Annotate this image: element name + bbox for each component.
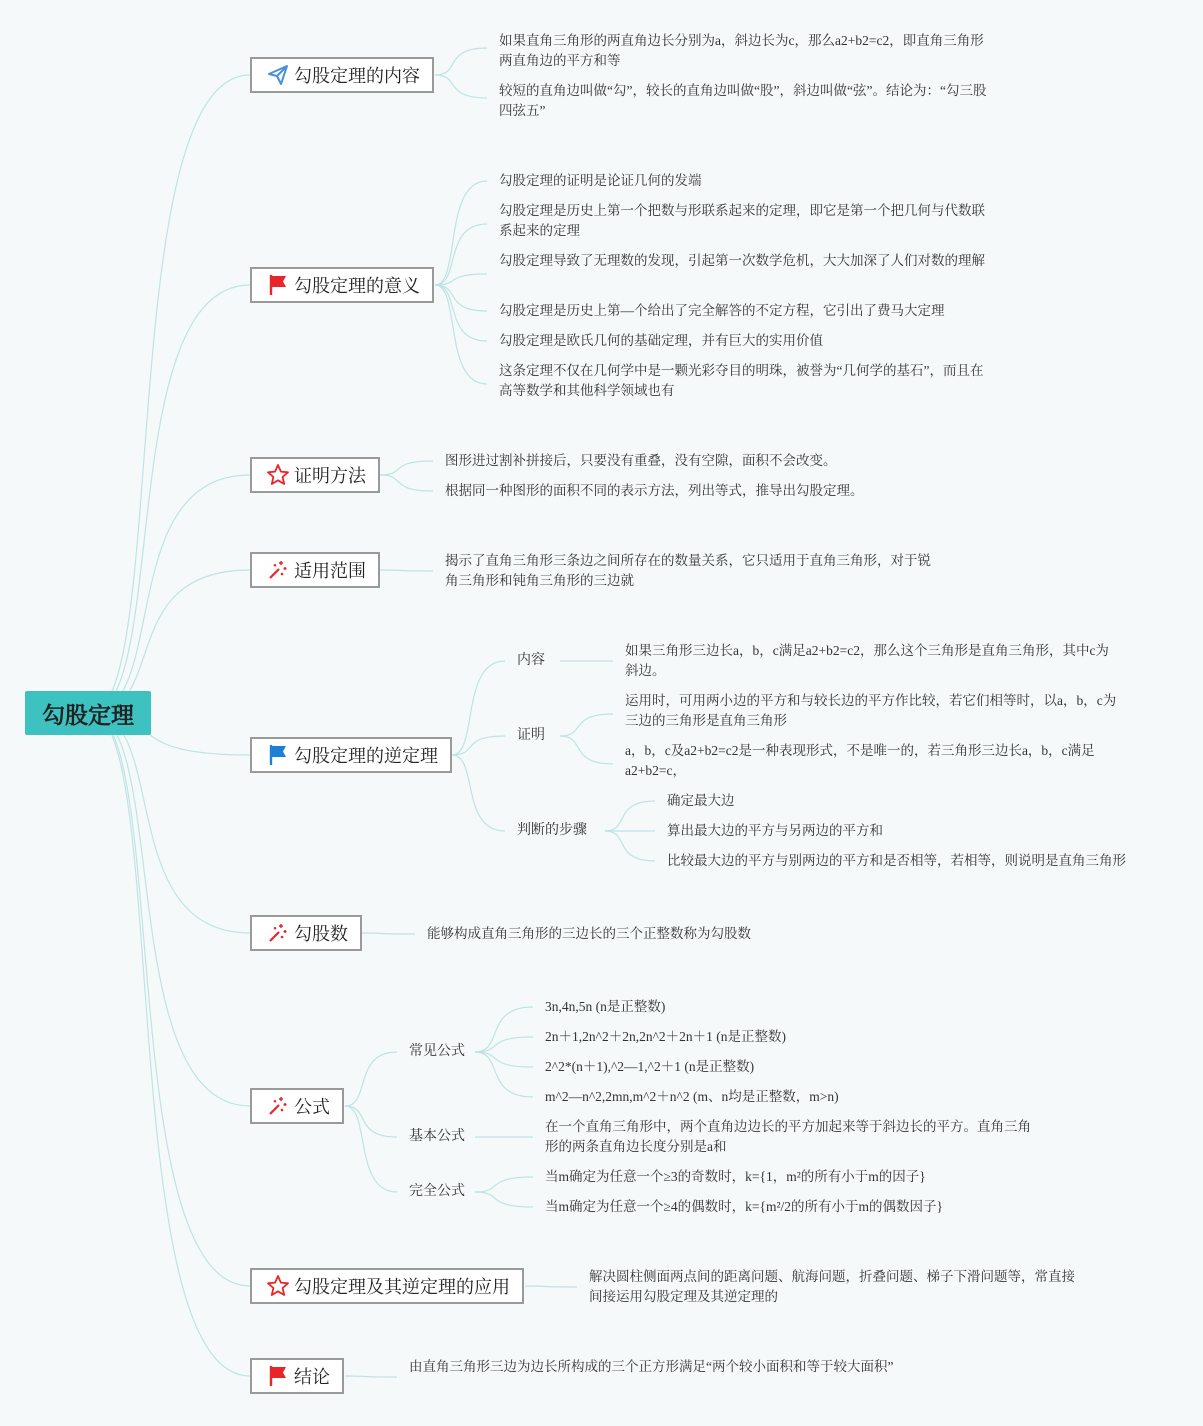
star-icon [266, 1274, 290, 1298]
topic-scope[interactable] [250, 552, 380, 588]
blue-flag-icon [266, 743, 290, 767]
connector [475, 1177, 533, 1192]
topic-significance[interactable] [250, 267, 434, 303]
topic-label: 勾股定理的逆定理 [294, 746, 438, 766]
topic-label: 勾股定理的意义 [294, 276, 420, 296]
leaf-text: 运用时，可用两小边的平方和与较长边的平方作比较，若它们相等时，以a，b，c为三边的三角形是直角三角形 [625, 693, 1117, 728]
connector [435, 75, 487, 98]
leaf-text: m^2—n^2,2mn,m^2＋n^2 (m、n均是正整数，m>n) [545, 1089, 839, 1104]
leaf-text: 这条定理不仅在几何学中是一颗光彩夺目的明珠，被誉为“几何学的基石”，而且在高等数学和其他科学领域也有 [499, 363, 984, 398]
topic-label: 证明方法 [294, 466, 366, 486]
topic-label: 勾股定理及其逆定理的应用 [294, 1277, 510, 1297]
subtopic-complete-formula[interactable]: 完全公式 [409, 1184, 465, 1199]
topic-conclusion[interactable] [250, 1358, 344, 1394]
leaf-text: 勾股定理是历史上第—个给出了完全解答的不定方程，它引出了费马大定理 [499, 303, 945, 318]
topic-content[interactable] [250, 57, 434, 93]
red-flag-icon [266, 273, 290, 297]
leaf-text: 如果直角三角形的两直角边长分别为a，斜边长为c，那么a2+b2=c2，即直角三角形两直角边的平方和等 [499, 33, 984, 68]
leaf-text: 当m确定为任意一个≥4的偶数时，k={m²/2的所有小于m的偶数因子} [545, 1199, 944, 1214]
leaf-text: 较短的直角边叫做“勾”，较长的直角边叫做“股”，斜边叫做“弦”。结论为：“勾三股四弦五” [499, 83, 987, 118]
subtopic-steps[interactable]: 判断的步骤 [517, 823, 587, 838]
connector [452, 736, 505, 755]
leaf-text: 确定最大边 [667, 793, 735, 808]
leaf-text: 2^2*(n＋1),^2—1,^2＋1 (n是正整数) [545, 1059, 755, 1074]
connector [362, 933, 415, 934]
subtopic-proof[interactable]: 证明 [517, 728, 545, 743]
leaf-text: 如果三角形三边长a，b，c满足a2+b2=c2，那么这个三角形是直角三角形，其中c为斜边。 [625, 643, 1109, 678]
subtopic-basic-formula[interactable]: 基本公式 [409, 1129, 465, 1144]
magic-wand-icon [266, 558, 290, 582]
connector [345, 1052, 397, 1106]
topic-proof-methods[interactable] [250, 457, 380, 493]
connector [380, 461, 433, 475]
leaf-text: 勾股定理的证明是论证几何的发端 [499, 173, 702, 188]
connector [435, 181, 487, 285]
topic-pythagorean-triples[interactable] [250, 915, 362, 951]
connector [380, 570, 433, 571]
leaf-text: 勾股定理导致了无理数的发现，引起第一次数学危机，大大加深了人们对数的理解 [499, 253, 985, 268]
red-flag-icon [266, 1364, 290, 1388]
connector [345, 1106, 397, 1137]
connector [435, 285, 487, 341]
topic-label: 勾股定理的内容 [294, 66, 420, 86]
leaf-text: 3n,4n,5n (n是正整数) [545, 999, 666, 1014]
leaf-text: 解决圆柱侧面两点间的距离问题、航海问题，折叠问题、梯子下滑问题等，常直接间接运用勾股定理及其逆定理的 [589, 1269, 1075, 1304]
topic-applications[interactable] [250, 1268, 524, 1304]
magic-wand-icon [266, 1094, 290, 1118]
connector [345, 1376, 397, 1377]
paper-plane-icon [266, 63, 290, 87]
leaf-text: 算出最大边的平方与另两边的平方和 [667, 823, 883, 838]
star-icon [266, 463, 290, 487]
topic-label: 勾股数 [294, 924, 348, 944]
leaf-text: 2n＋1,2n^2＋2n,2n^2＋2n＋1 (n是正整数) [545, 1029, 787, 1044]
connector [435, 285, 487, 384]
connector [475, 1052, 533, 1097]
leaf-text: 当m确定为任意一个≥3的奇数时，k={1，m²的所有小于m的因子} [545, 1169, 926, 1184]
leaf-text: 能够构成直角三角形的三边长的三个正整数称为勾股数 [427, 926, 751, 941]
connector [90, 285, 250, 713]
leaf-text: 根据同一种图形的面积不同的表示方法，列出等式，推导出勾股定理。 [445, 483, 864, 498]
connector [605, 801, 655, 831]
topic-label: 适用范围 [294, 561, 366, 581]
connector [345, 1106, 397, 1192]
topic-formulas[interactable] [250, 1088, 344, 1124]
connector [525, 1286, 577, 1287]
leaf-text: 比较最大边的平方与别两边的平方和是否相等，若相等，则说明是直角三角形 [667, 853, 1126, 868]
leaf-text: a，b，c及a2+b2=c2是一种表现形式，不是唯一的，若三角形三边长a，b，c满足a2+b2=c， [625, 743, 1095, 778]
connector [560, 736, 613, 764]
connector [435, 48, 487, 75]
topic-label: 公式 [294, 1097, 330, 1117]
leaf-text: 勾股定理是历史上第一个把数与形联系起来的定理，即它是第一个把几何与代数联系起来的定理 [499, 203, 985, 238]
connector [90, 713, 250, 1286]
connector [90, 475, 250, 713]
leaf-text: 揭示了直角三角形三条边之间所存在的数量关系，它只适用于直角三角形，对于锐角三角形和钝角三角形的三边就 [445, 553, 931, 588]
connector [452, 755, 505, 831]
connector [452, 661, 505, 755]
connector [475, 1007, 533, 1052]
connector [435, 274, 487, 285]
connector [475, 1192, 533, 1207]
leaf-text: 由直角三角形三边为边长所构成的三个正方形满足“两个较小面积和等于较大面积” [409, 1359, 894, 1374]
connector [90, 713, 250, 1376]
connector [90, 713, 250, 1106]
subtopic-content[interactable]: 内容 [517, 653, 545, 668]
root-topic[interactable]: 勾股定理 [25, 691, 151, 735]
connector [380, 475, 433, 491]
topic-label: 结论 [294, 1367, 330, 1387]
leaf-text: 勾股定理是欧氏几何的基础定理，并有巨大的实用价值 [499, 333, 823, 348]
leaf-text: 图形进过割补拼接后，只要没有重叠，没有空隙，面积不会改变。 [445, 453, 837, 468]
magic-wand-icon [266, 921, 290, 945]
connector [560, 714, 613, 736]
leaf-text: 在一个直角三角形中，两个直角边边长的平方加起来等于斜边长的平方。直角三角形的两条直角边长度分别是a和 [545, 1119, 1031, 1154]
topic-converse-theorem[interactable] [250, 737, 452, 773]
connector [90, 75, 250, 713]
subtopic-common-formulas[interactable]: 常见公式 [409, 1044, 465, 1059]
connector [605, 831, 655, 861]
